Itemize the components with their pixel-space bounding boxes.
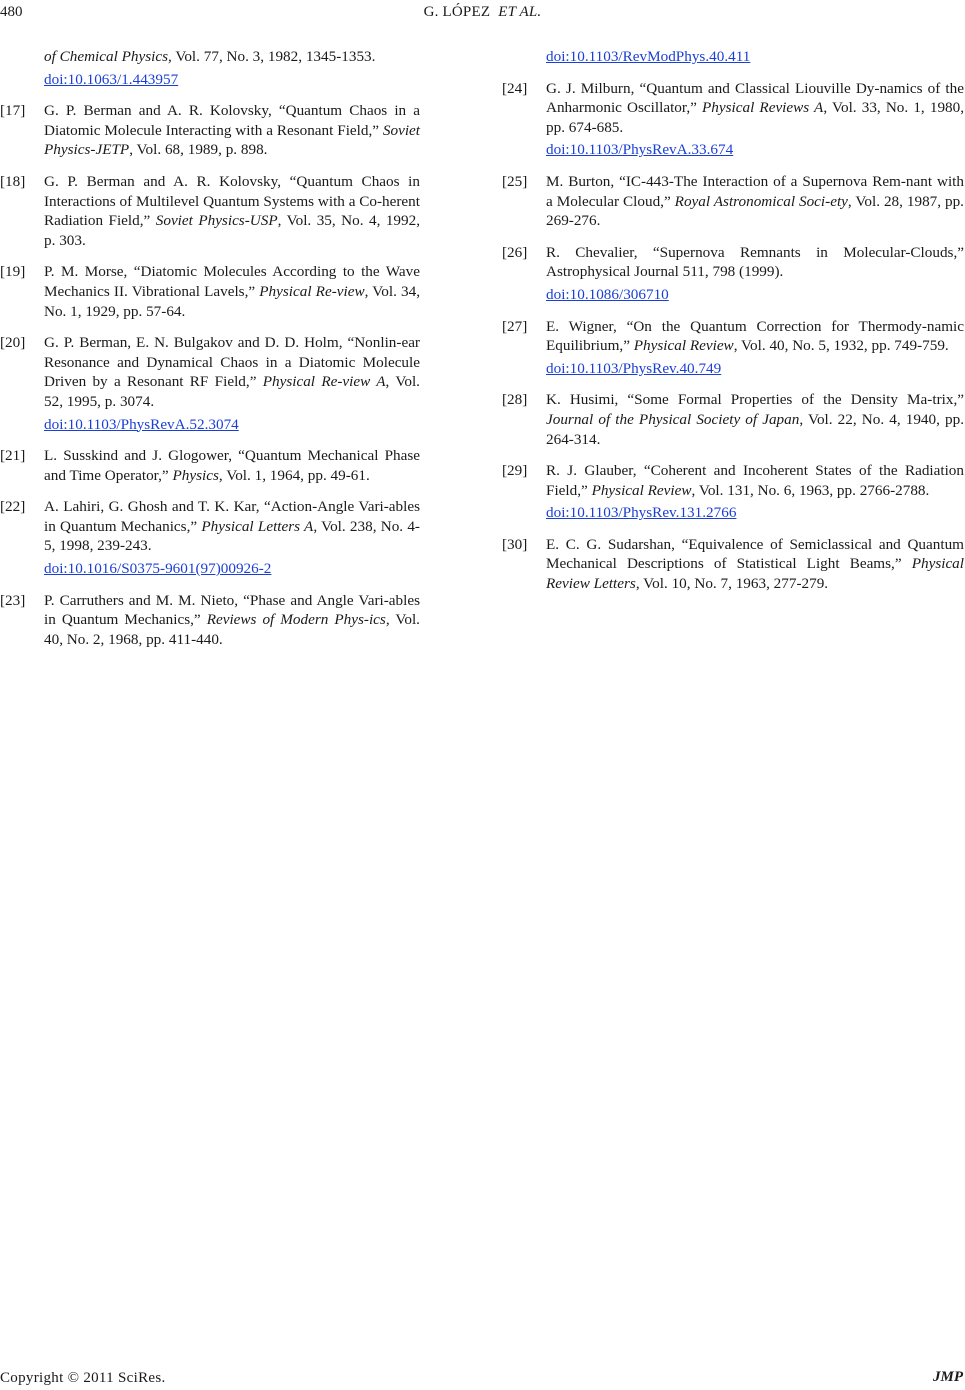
reference-number: [19] [0, 263, 26, 281]
reference-entry [0, 333, 420, 434]
reference-entry [0, 262, 420, 321]
reference-entry [0, 101, 420, 160]
reference-journal: Soviet Physics-USP [155, 212, 278, 230]
reference-number: [18] [0, 172, 26, 190]
footer-journal: JMP [933, 1369, 963, 1385]
reference-details: , Vol. 40, No. 5, 1932, pp. 749-759. [733, 337, 949, 355]
reference-number: [22] [0, 498, 26, 516]
reference-number: [23] [0, 591, 26, 609]
reference-continuation [502, 47, 964, 67]
reference-authors-title: R. Chevalier, “Supernova Remnants in Molecular-Clouds,” Astrophysical Journal 511, 798 (1999). [546, 243, 964, 281]
reference-authors-title: E. Wigner, “On the Quantum Correction for Thermody-namic Equilibrium,” [546, 317, 964, 355]
reference-authors-title: G. J. Milburn, “Quantum and Classical Liouville Dy-namics of the Anharmonic Oscillator,” [546, 79, 964, 117]
reference-text [44, 263, 420, 319]
reference-details: , Vol. 77, No. 3, 1982, 1345-1353. [168, 48, 376, 65]
reference-text [44, 447, 420, 484]
reference-text [546, 244, 964, 281]
reference-journal: of Chemical Physics [44, 48, 169, 65]
running-head [0, 4, 965, 21]
reference-entry [0, 591, 420, 650]
reference-entry [502, 535, 964, 594]
reference-journal: Physical Re-view [259, 282, 365, 300]
reference-number: [29] [502, 462, 528, 480]
reference-journal: Physical Review Letters [546, 555, 964, 593]
reference-journal: Physical Reviews A [702, 99, 824, 117]
reference-continuation [0, 47, 420, 89]
doi-link[interactable]: doi:10.1103/PhysRevA.52.3074 [44, 415, 239, 433]
reference-details: , Vol. 238, No. 4-5, 1998, 239-243. [44, 517, 420, 555]
reference-text [44, 173, 420, 249]
reference-details: , Vol. 1, 1964, pp. 49-61. [218, 466, 370, 484]
reference-journal: Physical Re-view A [262, 373, 386, 391]
reference-details: , Vol. 52, 1995, p. 3074. [44, 373, 420, 410]
reference-number: [24] [502, 79, 528, 97]
reference-entry [502, 79, 964, 160]
footer-copyright: Copyright © 2011 SciRes. [0, 1370, 166, 1386]
reference-number: [30] [502, 535, 528, 553]
reference-number: [20] [0, 334, 26, 352]
reference-text [44, 334, 420, 410]
reference-number: [27] [502, 317, 528, 335]
reference-journal: Soviet Physics-JETP [44, 121, 420, 159]
reference-authors-title: G. P. Berman, E. N. Bulgakov and D. D. Holm, “Nonlin-ear Resonance and Dynamical Chaos in a Diatomic Molecule Driven by a Resonant RF Field,” [44, 334, 420, 391]
reference-details: , Vol. 34, No. 1, 1929, pp. 57-64. [44, 282, 420, 320]
doi-link[interactable]: doi:10.1103/PhysRev.131.2766 [546, 504, 737, 522]
reference-entry [502, 461, 964, 523]
running-head-author: G. LÓPEZ [423, 4, 491, 20]
reference-details: , Vol. 35, No. 4, 1992, p. 303. [44, 212, 421, 249]
reference-details: , Vol. 68, 1989, p. 898. [129, 141, 268, 159]
reference-details: , Vol. 131, No. 6, 1963, pp. 2766-2788. [691, 481, 930, 499]
reference-journal: Physical Review [633, 337, 734, 355]
reference-details: , Vol. 10, No. 7, 1963, 277-279. [635, 575, 829, 593]
reference-authors-title: K. Husimi, “Some Formal Properties of the Density Ma-trix,” [546, 391, 964, 409]
reference-authors-title: P. Carruthers and M. M. Nieto, “Phase and Angle Vari-ables in Quantum Mechanics,” [44, 591, 420, 629]
reference-number: [28] [502, 391, 528, 409]
reference-journal: Physical Review [591, 481, 692, 499]
reference-text [546, 173, 964, 229]
reference-authors-title: A. Lahiri, G. Ghosh and T. K. Kar, “Action-Angle Vari-ables in Quantum Mechanics,” [44, 498, 420, 535]
reference-text [44, 102, 420, 158]
reference-details: , Vol. 40, No. 2, 1968, pp. 411-440. [44, 611, 420, 648]
doi-link[interactable]: doi:10.1103/RevModPhys.40.411 [546, 48, 751, 65]
reference-authors-title: P. M. Morse, “Diatomic Molecules According to the Wave Mechanics II. Vibrational Lavels,” [44, 263, 420, 300]
reference-journal: Physical Letters A [201, 517, 314, 535]
doi-link[interactable]: doi:10.1063/1.443957 [44, 70, 179, 88]
reference-text [546, 391, 964, 447]
reference-details: , Vol. 33, No. 1, 1980, pp. 674-685. [546, 99, 965, 136]
doi-link[interactable]: doi:10.1016/S0375-9601(97)00926-2 [44, 560, 272, 578]
reference-text [546, 536, 964, 592]
right-column [502, 47, 964, 606]
reference-authors-title: M. Burton, “IC-443-The Interaction of a Supernova Rem-nant with a Molecular Cloud,” [546, 172, 964, 210]
reference-authors-title: G. P. Berman and A. R. Kolovsky, “Quantum Chaos in Interactions of Multilevel Quantum Systems with a Co-herent Radiation Field,” [44, 172, 420, 230]
reference-journal: Royal Astronomical Soci-ety [674, 192, 848, 210]
reference-journal: Physics [172, 466, 219, 484]
reference-entry [502, 390, 964, 449]
reference-entry [502, 317, 964, 379]
reference-text [546, 80, 964, 136]
reference-text [44, 592, 420, 648]
reference-entry [502, 243, 964, 305]
reference-details: , Vol. 22, No. 4, 1940, pp. 264-314. [546, 410, 964, 448]
reference-number: [17] [0, 102, 26, 120]
reference-details: , Vol. 28, 1987, pp. 269-276. [546, 192, 964, 230]
reference-authors-title: G. P. Berman and A. R. Kolovsky, “Quantum Chaos in a Diatomic Molecule Interacting with a Resonant Field,” [44, 102, 420, 139]
reference-authors-title: R. J. Glauber, “Coherent and Incoherent States of the Radiation Field,” [546, 462, 964, 499]
reference-entry [0, 446, 420, 485]
doi-link[interactable]: doi:10.1103/PhysRevA.33.674 [546, 141, 734, 159]
reference-text [546, 462, 964, 499]
reference-authors-title: L. Susskind and J. Glogower, “Quantum Mechanical Phase and Time Operator,” [44, 447, 420, 484]
reference-authors-title: E. C. G. Sudarshan, “Equivalence of Semiclassical and Quantum Mechanical Descriptions of Statistical Light Beams,” [546, 535, 964, 573]
reference-journal: Journal of the Physical Society of Japan [546, 410, 800, 428]
reference-entry [0, 497, 420, 578]
reference-number: [21] [0, 447, 26, 465]
reference-journal: Reviews of Modern Phys-ics [206, 611, 386, 629]
left-column [0, 47, 420, 661]
reference-entry [0, 172, 420, 250]
doi-link[interactable]: doi:10.1086/306710 [546, 285, 669, 303]
reference-number: [26] [502, 243, 528, 261]
doi-link[interactable]: doi:10.1103/PhysRev.40.749 [546, 359, 722, 377]
reference-number: [25] [502, 172, 528, 190]
reference-text [546, 318, 964, 355]
reference-text [44, 498, 420, 554]
running-head-etal: ET AL. [498, 4, 542, 20]
page-number: 480 [0, 4, 23, 20]
reference-entry [502, 172, 964, 231]
